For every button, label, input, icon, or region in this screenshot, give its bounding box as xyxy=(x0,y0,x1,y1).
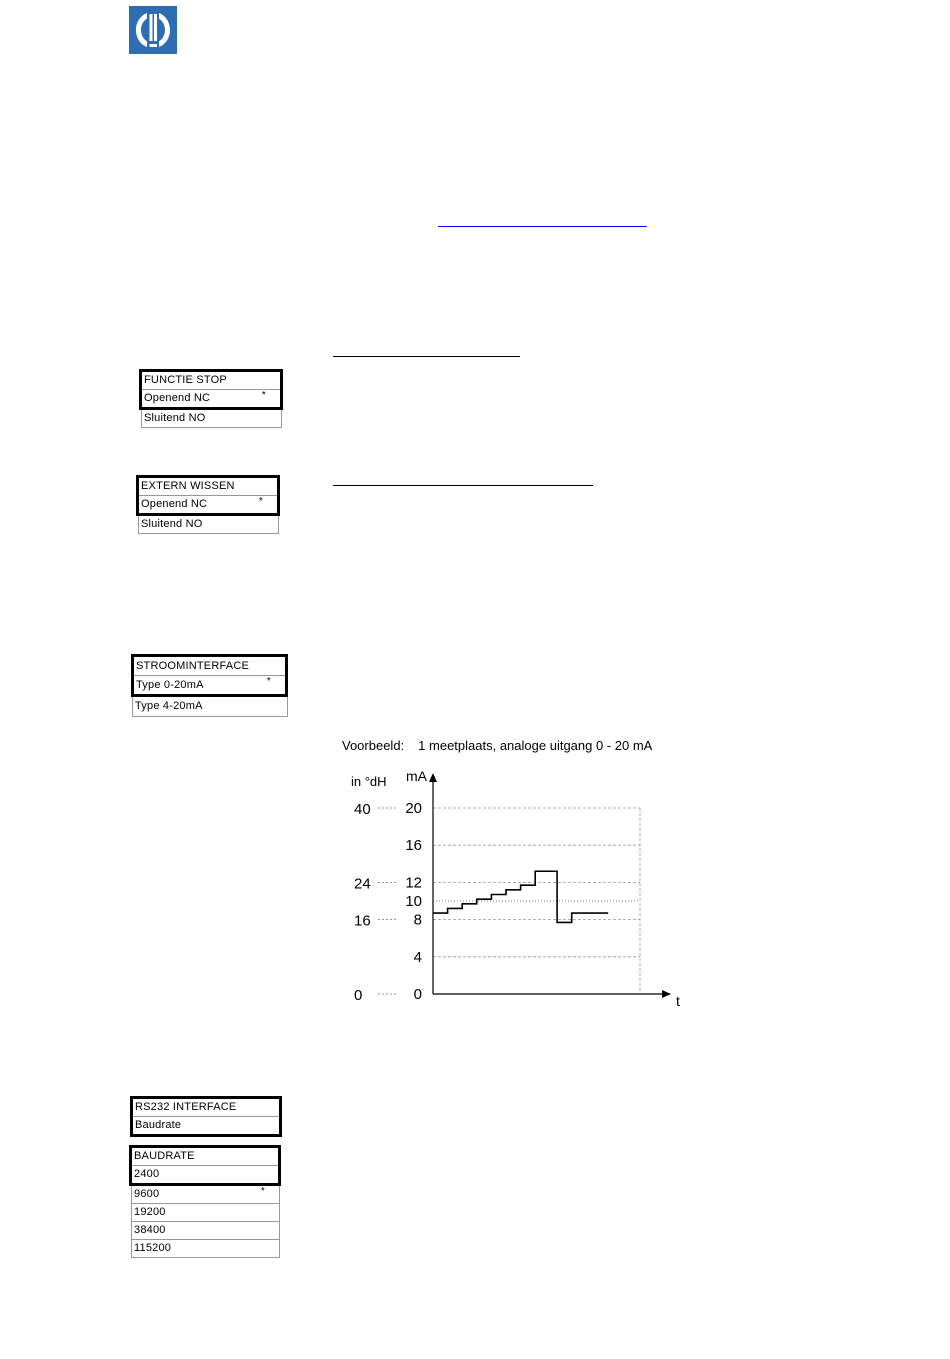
heading-underline-functie-stop xyxy=(333,356,520,357)
default-marker: * xyxy=(266,676,271,687)
menu-option[interactable]: Type 4-20mA xyxy=(135,700,203,712)
menu-option-selected[interactable]: Baudrate xyxy=(133,1116,279,1134)
menu-option[interactable]: 19200 xyxy=(132,1203,279,1221)
menu-title: BAUDRATE xyxy=(134,1150,195,1162)
menu-option[interactable]: Sluitend NO xyxy=(144,412,206,424)
secondary-tick-label: 24 xyxy=(354,875,371,893)
y-tick-label: 16 xyxy=(405,837,422,855)
menu-option-selected[interactable]: Openend NC * xyxy=(139,495,277,513)
hydro-drop-logo-icon xyxy=(129,6,177,54)
menu-option[interactable]: 38400 xyxy=(132,1221,279,1239)
menu-option[interactable]: Sluitend NO xyxy=(141,518,203,530)
menu-title: EXTERN WISSEN xyxy=(141,480,235,492)
x-axis-arrow-icon xyxy=(662,990,671,998)
y-tick-label: 20 xyxy=(405,800,422,817)
y-tick-label: 4 xyxy=(413,948,422,966)
secondary-axis-label: in °dH xyxy=(351,774,387,789)
example-caption xyxy=(342,738,652,753)
menu-option-selected[interactable]: 2400 xyxy=(132,1165,278,1183)
menu-option[interactable]: 115200 xyxy=(132,1239,279,1257)
menu-option-selected[interactable]: Openend NC * xyxy=(142,389,280,407)
current-output-chart xyxy=(340,765,690,1015)
extern-wissen-menu xyxy=(136,475,280,534)
y-tick-label: 10 xyxy=(405,893,422,910)
baudrate-menu xyxy=(129,1145,281,1258)
hyperlink-underline[interactable] xyxy=(438,226,647,227)
default-marker: * xyxy=(261,390,266,401)
secondary-tick-label: 40 xyxy=(354,801,371,818)
menu-option-selected[interactable]: Type 0-20mA * xyxy=(134,675,285,694)
y-axis-label: mA xyxy=(406,768,427,784)
menu-title: STROOMINTERFACE xyxy=(136,660,250,672)
menu-option[interactable]: 9600 * xyxy=(132,1186,279,1203)
example-label: Voorbeeld: xyxy=(342,738,405,753)
example-text: 1 meetplaats, analoge uitgang 0 - 20 mA xyxy=(418,738,653,753)
secondary-tick-label: 16 xyxy=(354,912,371,930)
menu-title: RS232 INTERFACE xyxy=(135,1101,237,1113)
heading-underline-extern-wissen xyxy=(333,485,593,486)
rs232-interface-menu xyxy=(130,1096,282,1137)
y-axis-arrow-icon xyxy=(429,773,437,782)
menu-title: FUNCTIE STOP xyxy=(144,374,227,386)
y-tick-label: 8 xyxy=(413,911,422,929)
functie-stop-menu xyxy=(139,369,283,428)
x-axis-label: t xyxy=(676,993,680,1009)
stroominterface-menu xyxy=(131,654,288,717)
y-tick-label: 0 xyxy=(413,986,422,1003)
default-marker: * xyxy=(260,1186,265,1197)
series-line xyxy=(433,871,608,922)
secondary-tick-label: 0 xyxy=(354,987,363,1004)
default-marker: * xyxy=(258,496,263,507)
y-tick-label: 12 xyxy=(405,874,422,892)
